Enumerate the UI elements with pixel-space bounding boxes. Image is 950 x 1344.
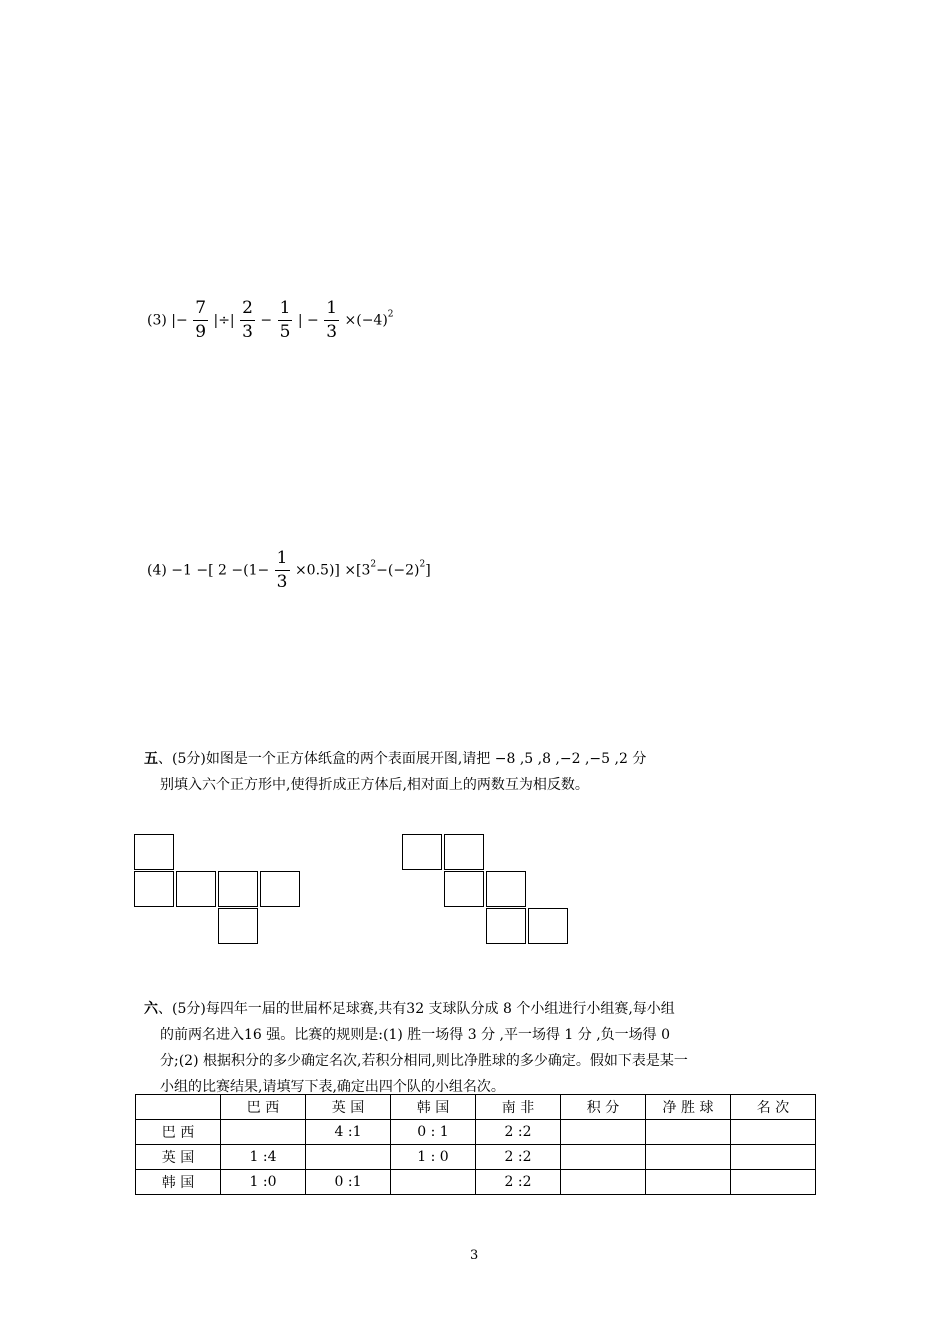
table-cell: 0 :1 <box>306 1170 391 1195</box>
page-number: 3 <box>470 1248 479 1263</box>
minus-sign: − <box>176 312 188 329</box>
table-cell[interactable] <box>731 1170 816 1195</box>
header-cell: 积 分 <box>561 1095 646 1120</box>
section-number: 六 <box>144 1001 158 1017</box>
numerator: 7 <box>193 300 208 321</box>
net-square[interactable] <box>444 871 484 907</box>
abs-bar: | <box>171 312 177 329</box>
fraction-7-9 <box>193 300 208 341</box>
abs-close-minus: | − <box>297 312 319 329</box>
table-cell[interactable] <box>646 1145 731 1170</box>
net-square[interactable] <box>402 834 442 870</box>
table-cell[interactable] <box>561 1170 646 1195</box>
table-cell: 1 : 0 <box>391 1145 476 1170</box>
table-cell: 4 :1 <box>306 1120 391 1145</box>
fraction-2-3 <box>240 300 255 341</box>
net-square[interactable] <box>218 871 258 907</box>
row-header-cell: 巴 西 <box>136 1120 221 1145</box>
net-square[interactable] <box>176 871 216 907</box>
header-cell: 南 非 <box>476 1095 561 1120</box>
expression-part: ×0.5)] ×[3 <box>294 562 371 579</box>
net-square[interactable] <box>528 908 568 944</box>
exponent: 2 <box>387 309 394 320</box>
divide-operator: |÷| <box>213 312 235 329</box>
denominator: 5 <box>279 322 291 342</box>
exponent: 2 <box>370 559 377 570</box>
problem-3 <box>147 300 394 341</box>
fraction-1-3 <box>324 300 339 341</box>
table-cell: 2 :2 <box>476 1170 561 1195</box>
section-number: 五 <box>144 751 158 767</box>
table-cell[interactable] <box>221 1120 306 1145</box>
table-cell: 1 :0 <box>221 1170 306 1195</box>
table-row <box>136 1145 816 1170</box>
fraction-1-5 <box>278 300 293 341</box>
table-cell: 1 :4 <box>221 1145 306 1170</box>
numerator: 1 <box>275 550 290 571</box>
table-cell[interactable] <box>561 1120 646 1145</box>
net-square[interactable] <box>444 834 484 870</box>
times-power: ×(−4) <box>344 312 388 329</box>
section-6-line-1 <box>144 996 824 1022</box>
table-cell[interactable] <box>731 1120 816 1145</box>
denominator: 3 <box>276 572 288 592</box>
table-cell: 0 : 1 <box>391 1120 476 1145</box>
numerator: 1 <box>278 300 293 321</box>
table-cell[interactable] <box>306 1145 391 1170</box>
net-square[interactable] <box>486 871 526 907</box>
expression-part: −(−2) <box>376 562 420 579</box>
table-row <box>136 1170 816 1195</box>
table-cell[interactable] <box>646 1170 731 1195</box>
net-square[interactable] <box>260 871 300 907</box>
section-5-line-1 <box>144 746 824 772</box>
table-cell[interactable] <box>731 1145 816 1170</box>
section-6-line-4: 小组的比赛结果,请填写下表,确定出四个队的小组名次。 <box>160 1079 505 1095</box>
net-square[interactable] <box>134 834 174 870</box>
section-5 <box>144 746 824 798</box>
section-6-line-2: 的前两名进入16 强。比赛的规则是:(1) 胜一场得 3 分 ,平一场得 1 分 ,负一场得 0 <box>160 1027 671 1043</box>
header-cell: 韩 国 <box>391 1095 476 1120</box>
fraction-1-3 <box>275 550 290 591</box>
table-cell[interactable] <box>391 1170 476 1195</box>
table-cell: 2 :2 <box>476 1120 561 1145</box>
header-cell <box>136 1095 221 1120</box>
numerator: 1 <box>324 300 339 321</box>
denominator: 3 <box>242 322 253 342</box>
denominator: 3 <box>326 322 338 342</box>
table-cell[interactable] <box>646 1120 731 1145</box>
denominator: 9 <box>195 322 207 342</box>
expression-part: ] <box>425 562 431 579</box>
problem-4 <box>147 550 431 591</box>
table-header-row <box>136 1095 816 1120</box>
row-header-cell: 英 国 <box>136 1145 221 1170</box>
exponent: 2 <box>419 559 426 570</box>
header-cell: 名 次 <box>731 1095 816 1120</box>
numerator: 2 <box>240 300 255 321</box>
minus-sign: − <box>260 312 273 329</box>
problem-4-label: (4) <box>147 562 167 579</box>
header-cell: 巴 西 <box>221 1095 306 1120</box>
header-cell: 英 国 <box>306 1095 391 1120</box>
net-square[interactable] <box>486 908 526 944</box>
header-cell: 净 胜 球 <box>646 1095 731 1120</box>
expression-part: −1 −[ 2 −(1− <box>171 562 270 579</box>
table-cell: 2 :2 <box>476 1145 561 1170</box>
section-6-line-3: 分;(2) 根据积分的多少确定名次,若积分相同,则比净胜球的多少确定。假如下表是某一 <box>160 1053 688 1069</box>
section-text: 、(5分)每四年一届的世届杯足球赛,共有32 支球队分成 8 个小组进行小组赛,每小组 <box>158 1001 675 1017</box>
problem-3-label: (3) <box>147 312 167 329</box>
score-table <box>135 1094 816 1195</box>
section-6 <box>144 996 824 1100</box>
section-text: 、(5分)如图是一个正方体纸盒的两个表面展开图,请把 −8 ,5 ,8 ,−2 ,−5 ,2 分 <box>158 751 647 767</box>
section-5-line-2: 别填入六个正方形中,使得折成正方体后,相对面上的两数互为相反数。 <box>160 777 589 793</box>
net-square[interactable] <box>134 871 174 907</box>
table-row <box>136 1120 816 1145</box>
table-cell[interactable] <box>561 1145 646 1170</box>
row-header-cell: 韩 国 <box>136 1170 221 1195</box>
net-square[interactable] <box>218 908 258 944</box>
